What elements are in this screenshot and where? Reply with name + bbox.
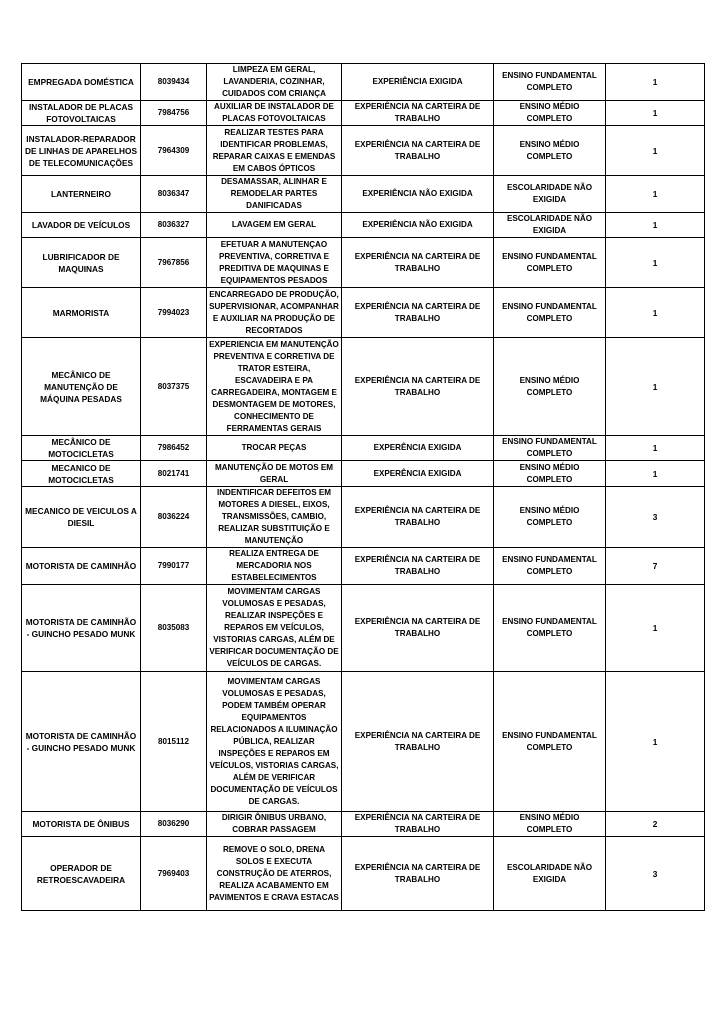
cell-education: ENSINO MÉDIO COMPLETO: [494, 338, 606, 436]
cell-job-title: LUBRIFICADOR DE MAQUINAS: [22, 238, 141, 288]
cell-openings-count: 1: [606, 585, 705, 672]
cell-vacancy-code: 8036290: [141, 812, 207, 837]
cell-education: ENSINO FUNDAMENTAL COMPLETO: [494, 548, 606, 585]
cell-experience: EXPERIÊNCIA NA CARTEIRA DE TRABALHO: [342, 812, 494, 837]
cell-experience: EXPERIÊNCIA NA CARTEIRA DE TRABALHO: [342, 101, 494, 126]
cell-activities: MOVIMENTAM CARGAS VOLUMOSAS E PESADAS, PODEM TAMBÉM OPERAR EQUIPAMENTOS RELACIONADOS A ILUMINAÇÃO PÚBLICA, REALIZAR INSPEÇÕES E REPAROS EM VEÍCULOS, VISTORIAS CARGAS, ALÉM DE VERIFICAR DOCUMENTAÇÃO DE VEÍCULOS DE CARGAS.: [207, 672, 342, 812]
cell-openings-count: 1: [606, 288, 705, 338]
cell-activities: AUXILIAR DE INSTALADOR DE PLACAS FOTOVOLTAICAS: [207, 101, 342, 126]
cell-education: ENSINO FUNDAMENTAL COMPLETO: [494, 238, 606, 288]
cell-education: ENSINO FUNDAMENTAL COMPLETO: [494, 436, 606, 461]
cell-activities: EFETUAR A MANUTENÇAO PREVENTIVA, CORRETIVA E PREDITIVA DE MAQUINAS E EQUIPAMENTOS PESADOS: [207, 238, 342, 288]
cell-education: ENSINO FUNDAMENTAL COMPLETO: [494, 585, 606, 672]
cell-job-title: EMPREGADA DOMÉSTICA: [22, 64, 141, 101]
cell-job-title: MECÂNICO DE MANUTENÇÃO DE MÁQUINA PESADAS: [22, 338, 141, 436]
cell-job-title: LAVADOR DE VEÍCULOS: [22, 213, 141, 238]
cell-education: ENSINO MÉDIO COMPLETO: [494, 812, 606, 837]
cell-openings-count: 1: [606, 64, 705, 101]
cell-experience: EXPERIÊNCIA NA CARTEIRA DE TRABALHO: [342, 837, 494, 911]
cell-vacancy-code: 8036224: [141, 487, 207, 548]
table-row: [22, 101, 705, 126]
cell-openings-count: 1: [606, 176, 705, 213]
cell-vacancy-code: 7994023: [141, 288, 207, 338]
cell-education: ENSINO MÉDIO COMPLETO: [494, 101, 606, 126]
cell-activities: REALIZAR TESTES PARA IDENTIFICAR PROBLEMAS, REPARAR CAIXAS E EMENDAS EM CABOS ÓPTICOS: [207, 126, 342, 176]
cell-education: ENSINO MÉDIO COMPLETO: [494, 487, 606, 548]
cell-experience: EXPERIÊNCIA NA CARTEIRA DE TRABALHO: [342, 548, 494, 585]
cell-experience: EXPERIÊNCIA EXIGIDA: [342, 64, 494, 101]
cell-vacancy-code: 8037375: [141, 338, 207, 436]
cell-activities: MANUTENÇÃO DE MOTOS EM GERAL: [207, 461, 342, 487]
cell-job-title: MOTORISTA DE CAMINHÃO - GUINCHO PESADO MUNK: [22, 585, 141, 672]
cell-experience: EXPERIÊNCIA NA CARTEIRA DE TRABALHO: [342, 126, 494, 176]
cell-vacancy-code: 7984756: [141, 101, 207, 126]
cell-job-title: MECANICO DE MOTOCICLETAS: [22, 461, 141, 487]
cell-experience: EXPERÊNCIA EXIGIDA: [342, 461, 494, 487]
cell-experience: EXPERIÊNCIA NA CARTEIRA DE TRABALHO: [342, 487, 494, 548]
cell-openings-count: 1: [606, 213, 705, 238]
table-row: [22, 837, 705, 911]
cell-vacancy-code: 7969403: [141, 837, 207, 911]
cell-vacancy-code: 7964309: [141, 126, 207, 176]
cell-openings-count: 7: [606, 548, 705, 585]
table-row: [22, 176, 705, 213]
cell-openings-count: 3: [606, 487, 705, 548]
cell-openings-count: 1: [606, 436, 705, 461]
cell-vacancy-code: 7967856: [141, 238, 207, 288]
cell-experience: EXPERIÊNCIA NA CARTEIRA DE TRABALHO: [342, 338, 494, 436]
cell-job-title: INSTALADOR-REPARADOR DE LINHAS DE APARELHOS DE TELECOMUNICAÇÕES: [22, 126, 141, 176]
cell-vacancy-code: 8036327: [141, 213, 207, 238]
cell-job-title: LANTERNEIRO: [22, 176, 141, 213]
cell-experience: EXPERIÊNCIA NÃO EXIGIDA: [342, 176, 494, 213]
cell-experience: EXPERIÊNCIA NÃO EXIGIDA: [342, 213, 494, 238]
table-row: [22, 548, 705, 585]
cell-education: ENSINO MÉDIO COMPLETO: [494, 126, 606, 176]
cell-openings-count: 1: [606, 461, 705, 487]
cell-openings-count: 2: [606, 812, 705, 837]
cell-job-title: MOTORISTA DE CAMINHÃO: [22, 548, 141, 585]
table-row: [22, 585, 705, 672]
cell-openings-count: 3: [606, 837, 705, 911]
cell-openings-count: 1: [606, 338, 705, 436]
table-row: [22, 812, 705, 837]
cell-job-title: OPERADOR DE RETROESCAVADEIRA: [22, 837, 141, 911]
cell-activities: LAVAGEM EM GERAL: [207, 213, 342, 238]
cell-experience: EXPERIÊNCIA NA CARTEIRA DE TRABALHO: [342, 288, 494, 338]
cell-vacancy-code: 8036347: [141, 176, 207, 213]
table-row: [22, 487, 705, 548]
cell-education: ESCOLARIDADE NÃO EXIGIDA: [494, 213, 606, 238]
cell-openings-count: 1: [606, 238, 705, 288]
cell-openings-count: 1: [606, 126, 705, 176]
table-row: [22, 436, 705, 461]
cell-education: ENSINO FUNDAMENTAL COMPLETO: [494, 288, 606, 338]
table-row: [22, 338, 705, 436]
cell-experience: EXPERIÊNCIA NA CARTEIRA DE TRABALHO: [342, 585, 494, 672]
cell-experience: EXPERÊNCIA EXIGIDA: [342, 436, 494, 461]
table-row: [22, 126, 705, 176]
cell-job-title: INSTALADOR DE PLACAS FOTOVOLTAICAS: [22, 101, 141, 126]
cell-vacancy-code: 7986452: [141, 436, 207, 461]
cell-experience: EXPERIÊNCIA NA CARTEIRA DE TRABALHO: [342, 238, 494, 288]
cell-vacancy-code: 8015112: [141, 672, 207, 812]
cell-vacancy-code: 8039434: [141, 64, 207, 101]
table-row: [22, 238, 705, 288]
table-row: [22, 288, 705, 338]
cell-activities: TROCAR PEÇAS: [207, 436, 342, 461]
cell-vacancy-code: 8035083: [141, 585, 207, 672]
cell-activities: ENCARREGADO DE PRODUÇÃO, SUPERVISIONAR, ACOMPANHAR E AUXILIAR NA PRODUÇÃO DE RECORTADOS: [207, 288, 342, 338]
cell-job-title: MARMORISTA: [22, 288, 141, 338]
cell-openings-count: 1: [606, 101, 705, 126]
cell-vacancy-code: 7990177: [141, 548, 207, 585]
cell-activities: DESAMASSAR, ALINHAR E REMODELAR PARTES DANIFICADAS: [207, 176, 342, 213]
table-row: [22, 461, 705, 487]
table-row: [22, 64, 705, 101]
cell-job-title: MOTORISTA DE CAMINHÃO - GUINCHO PESADO MUNK: [22, 672, 141, 812]
cell-education: ESCOLARIDADE NÃO EXIGIDA: [494, 837, 606, 911]
cell-job-title: MOTORISTA DE ÔNIBUS: [22, 812, 141, 837]
cell-activities: EXPERIENCIA EM MANUTENÇÃO PREVENTIVA E CORRETIVA DE TRATOR ESTEIRA, ESCAVADEIRA E PA CARREGADEIRA, MONTAGEM E DESMONTAGEM DE MOTORES, CONHECIMENTO DE FERRAMENTAS GERAIS: [207, 338, 342, 436]
cell-education: ESCOLARIDADE NÃO EXIGIDA: [494, 176, 606, 213]
cell-experience: EXPERIÊNCIA NA CARTEIRA DE TRABALHO: [342, 672, 494, 812]
cell-activities: INDENTIFICAR DEFEITOS EM MOTORES A DIESEL, EIXOS, TRANSMISSÕES, CAMBIO, REALIZAR SUBSTITUIÇÃO E MANUTENÇÃO: [207, 487, 342, 548]
cell-activities: MOVIMENTAM CARGAS VOLUMOSAS E PESADAS, REALIZAR INSPEÇÕES E REPAROS EM VEÍCULOS, VISTORIAS CARGAS, ALÉM DE VERIFICAR DOCUMENTAÇÃO DE VEÍCULOS DE CARGAS.: [207, 585, 342, 672]
job-openings-table: [21, 63, 705, 911]
cell-education: ENSINO MÉDIO COMPLETO: [494, 461, 606, 487]
cell-job-title: MECÂNICO DE MOTOCICLETAS: [22, 436, 141, 461]
cell-activities: REALIZA ENTREGA DE MERCADORIA NOS ESTABELECIMENTOS: [207, 548, 342, 585]
cell-openings-count: 1: [606, 672, 705, 812]
cell-activities: REMOVE O SOLO, DRENA SOLOS E EXECUTA CONSTRUÇÃO DE ATERROS, REALIZA ACABAMENTO EM PAVIMENTOS E CRAVA ESTACAS: [207, 837, 342, 911]
table-row: [22, 672, 705, 812]
cell-activities: DIRIGIR ÔNIBUS URBANO, COBRAR PASSAGEM: [207, 812, 342, 837]
table-row: [22, 213, 705, 238]
cell-education: ENSINO FUNDAMENTAL COMPLETO: [494, 64, 606, 101]
job-openings-body: [22, 64, 705, 911]
cell-activities: LIMPEZA EM GERAL, LAVANDERIA, COZINHAR, CUIDADOS COM CRIANÇA: [207, 64, 342, 101]
cell-job-title: MECANICO DE VEICULOS A DIESIL: [22, 487, 141, 548]
cell-education: ENSINO FUNDAMENTAL COMPLETO: [494, 672, 606, 812]
cell-vacancy-code: 8021741: [141, 461, 207, 487]
